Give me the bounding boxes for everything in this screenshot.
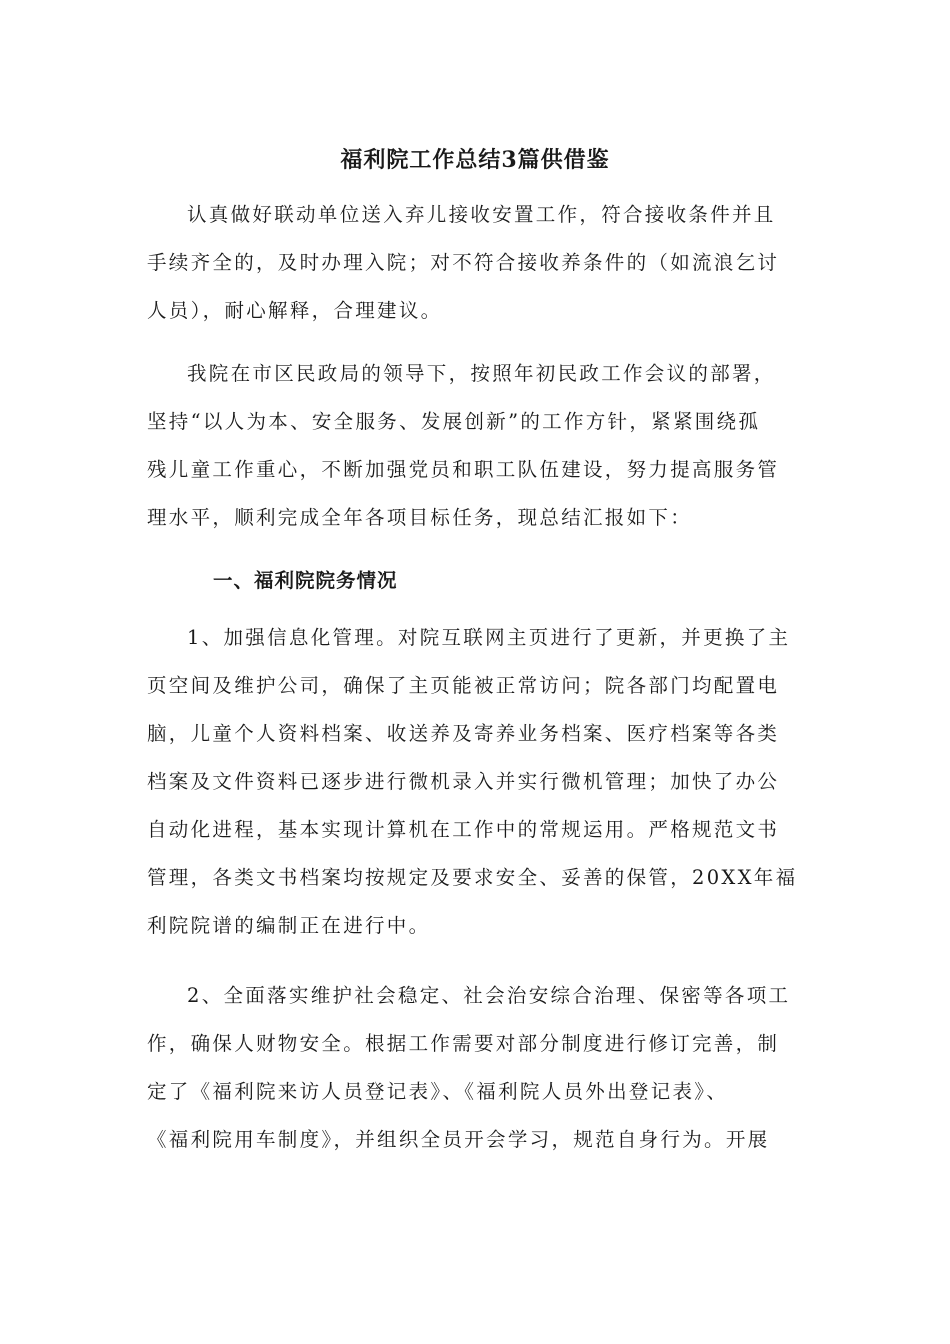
text-line: 档案及文件资料已逐步进行微机录入并实行微机管理；加快了办公 xyxy=(147,770,780,793)
text-line: 1、加强信息化管理。对院互联网主页进行了更新，并更换了主 xyxy=(187,626,791,649)
text-line: 利院院谱的编制正在进行中。 xyxy=(147,914,431,937)
text-line: 2、全面落实维护社会稳定、社会治安综合治理、保密等各项工 xyxy=(187,984,791,1007)
text-line: 坚持“以人为本、安全服务、发展创新”的工作方针，紧紧围绕孤 xyxy=(147,410,761,433)
text-line: 管理，各类文书档案均按规定及要求安全、妥善的保管，20XX年福 xyxy=(147,866,798,889)
section-heading: 一、福利院院务情况 xyxy=(213,569,398,592)
paragraph-item-2 xyxy=(147,972,807,1164)
paragraph-item-1 xyxy=(147,614,807,950)
text-line: 手续齐全的，及时办理入院；对不符合接收养条件的（如流浪乞讨 xyxy=(147,251,780,274)
text-line: 页空间及维护公司，确保了主页能被正常访问；院各部门均配置电 xyxy=(147,674,780,697)
text-line: 脑，儿童个人资料档案、收送养及寄养业务档案、医疗档案等各类 xyxy=(147,722,780,745)
text-line: 自动化进程，基本实现计算机在工作中的常规运用。严格规范文书 xyxy=(147,818,780,841)
text-line: 作，确保人财物安全。根据工作需要对部分制度进行修订完善，制 xyxy=(147,1032,780,1055)
paragraph-summary xyxy=(147,350,807,542)
text-line: 定了《福利院来访人员登记表》、《福利院人员外出登记表》、 xyxy=(147,1080,729,1103)
document-title: 福利院工作总结3篇供借鉴 xyxy=(340,147,610,173)
text-line: 认真做好联动单位送入弃儿接收安置工作，符合接收条件并且 xyxy=(187,203,776,226)
text-line: 残儿童工作重心，不断加强党员和职工队伍建设，努力提高服务管 xyxy=(147,458,780,481)
paragraph-intro xyxy=(147,191,807,335)
text-line: 人员），耐心解释，合理建议。 xyxy=(147,299,443,322)
text-line: 我院在市区民政局的领导下，按照年初民政工作会议的部署， xyxy=(187,362,776,385)
text-line: 《福利院用车制度》，并组织全员开会学习，规范自身行为。开展 xyxy=(147,1128,770,1151)
text-line: 理水平，顺利完成全年各项目标任务，现总结汇报如下： xyxy=(147,506,693,529)
